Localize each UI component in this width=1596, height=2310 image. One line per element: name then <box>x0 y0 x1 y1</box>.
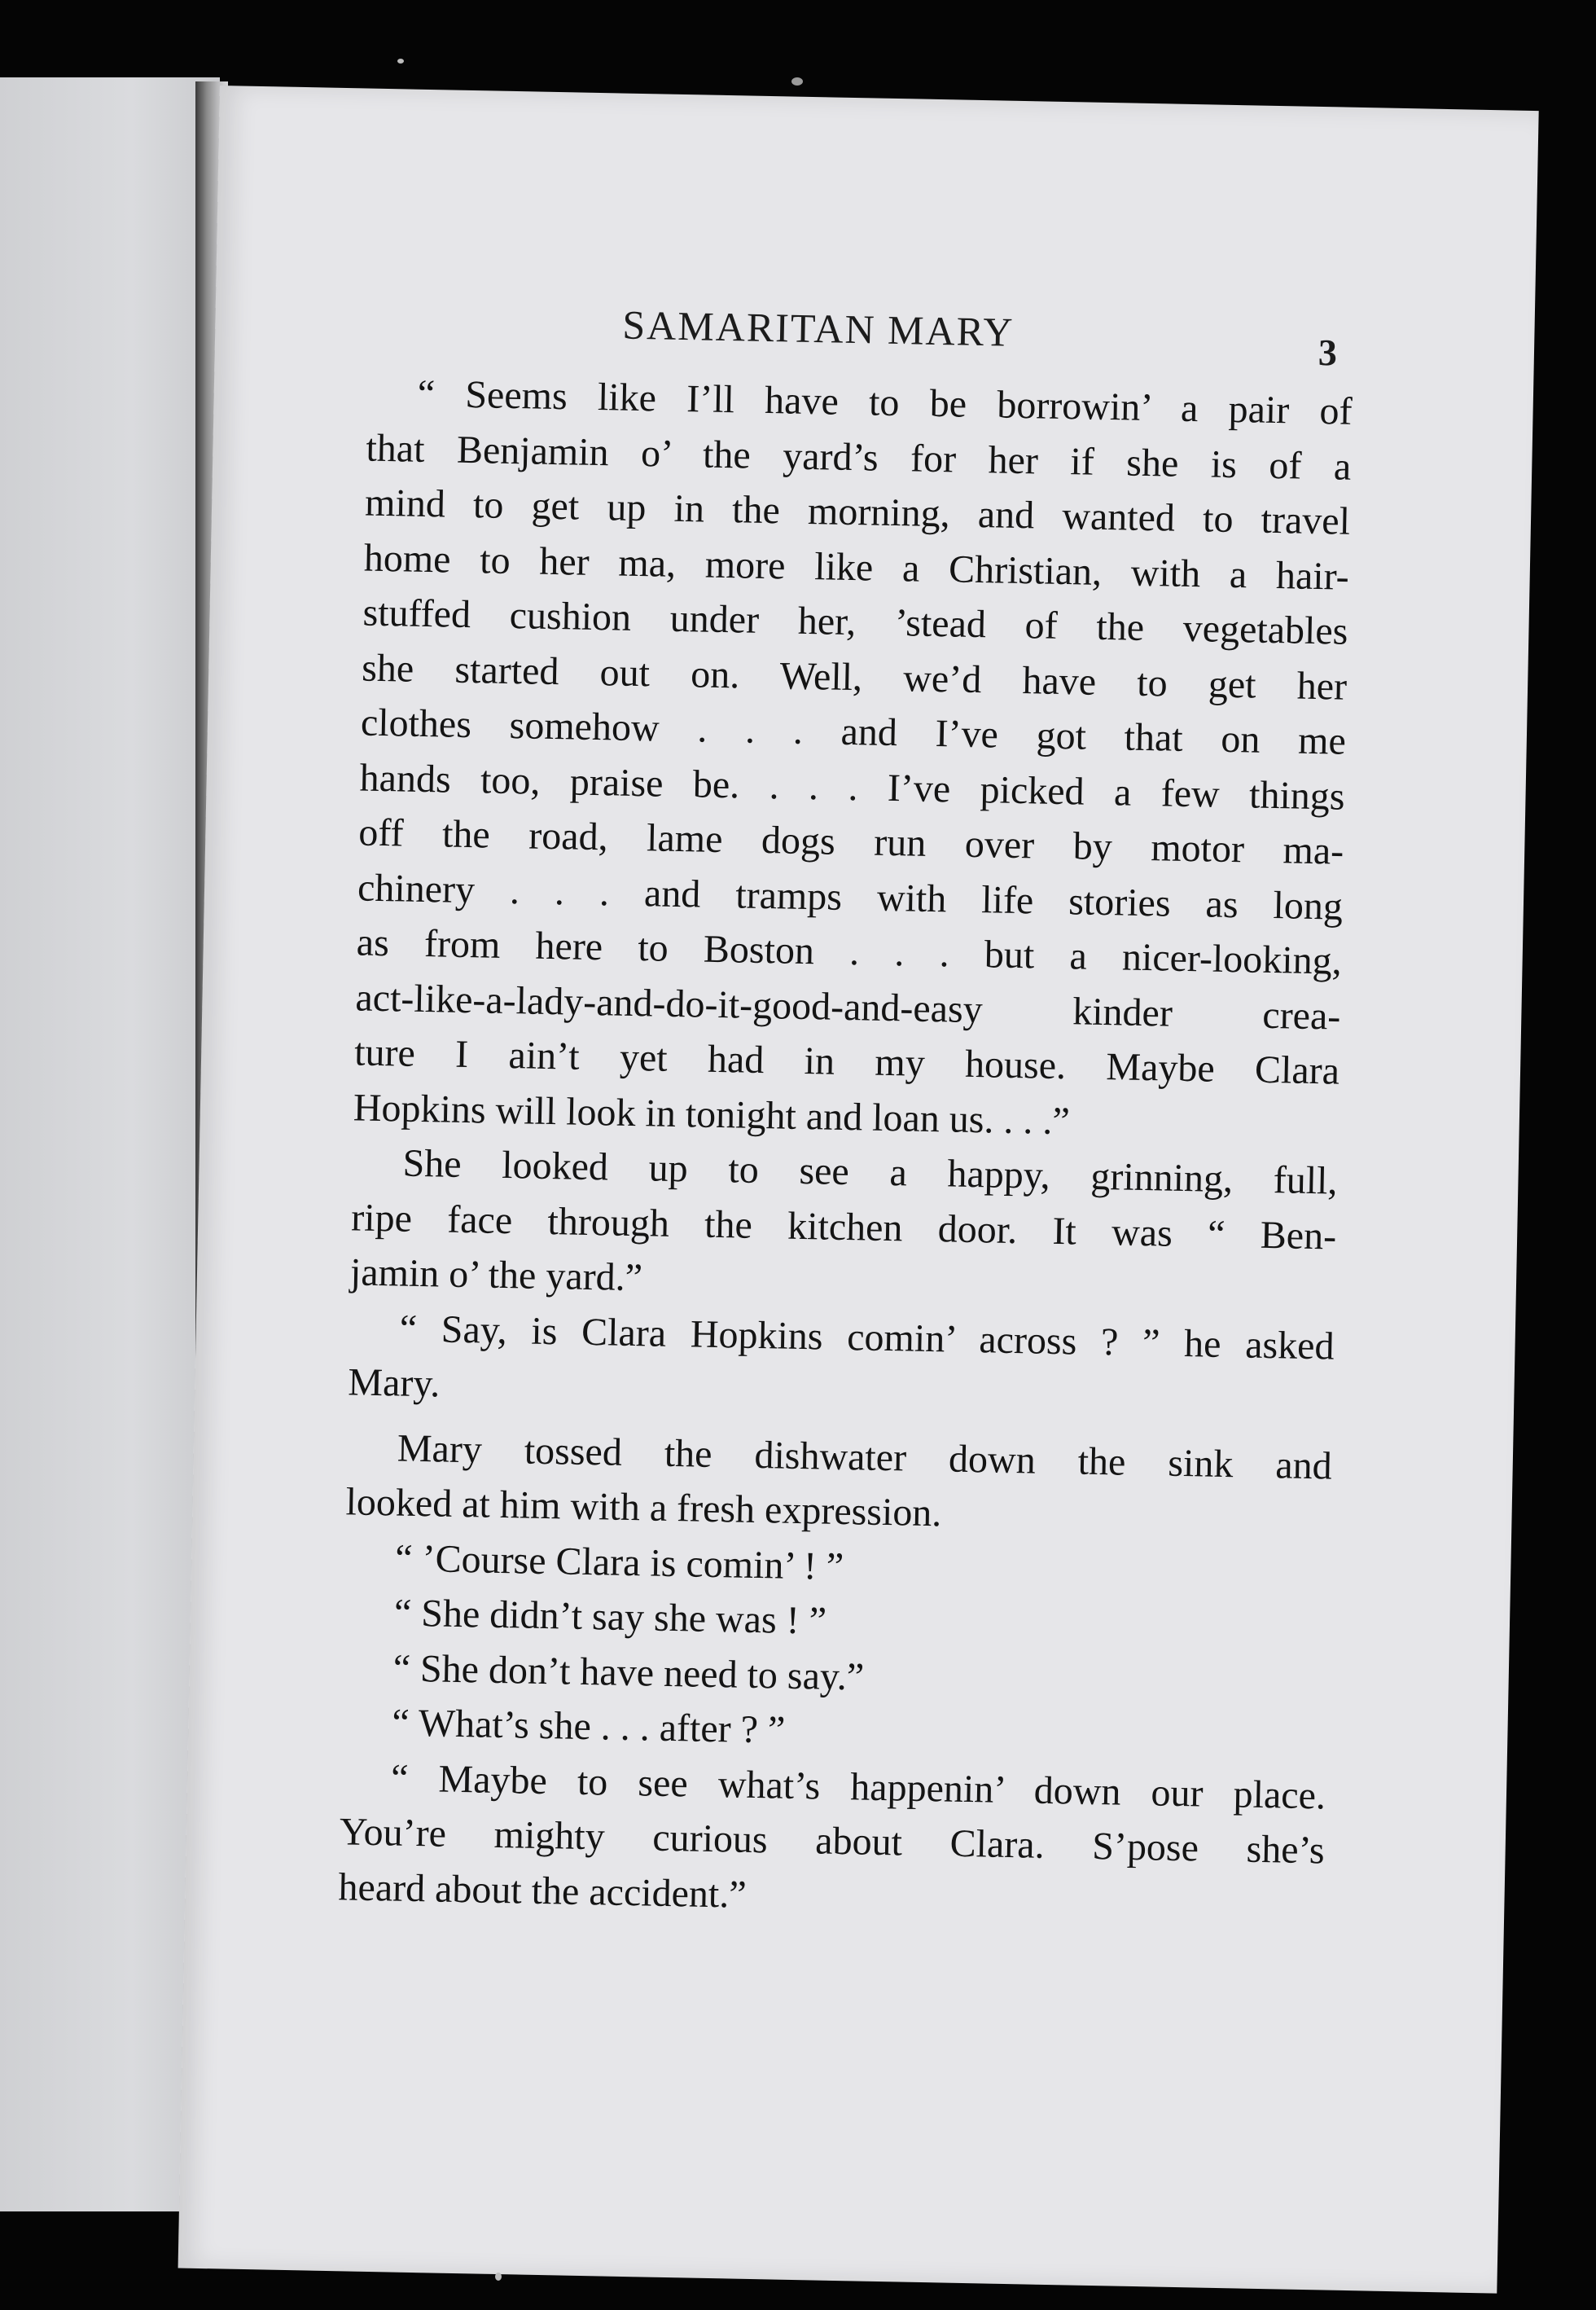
text-line: jamin o’ the yard.” <box>349 1250 643 1300</box>
text-line: hands too, praise be. . . . I’ve picked a few things <box>359 755 1346 819</box>
text-line: mind to get up in the morning, and wanted to travel <box>364 481 1351 543</box>
text-line: You’re mighty curious about Clara. S’pose she’s <box>339 1810 1326 1873</box>
text-line: Mary. <box>347 1360 441 1406</box>
text-line: ripe face through the kitchen door. It was “ Ben- <box>350 1195 1337 1258</box>
text-line: ture I ain’t yet had in my house. Maybe Clara <box>353 1030 1340 1093</box>
paragraph <box>349 1135 1338 1319</box>
text-line: Mary tossed the dishwater down the sink and <box>397 1425 1333 1488</box>
text-line: “ What’s she . . . after ? ” <box>391 1701 786 1752</box>
paragraph <box>353 366 1353 1154</box>
text-line: that Benjamin o’ the yard’s for her if she is of a <box>365 426 1352 489</box>
text-line: clothes somehow . . . and I’ve got that on me <box>360 700 1347 763</box>
text-line: She looked up to see a happy, grinning, full, <box>402 1141 1338 1203</box>
text-line: “ Maybe to see what’s happenin’ down our place. <box>390 1755 1326 1817</box>
text-line: “ She don’t have need to say.” <box>392 1645 865 1699</box>
text-line: off the road, lame dogs run over by motor ma- <box>357 810 1344 873</box>
text-line: home to her ma, more like a Christian, with a hair- <box>363 536 1350 599</box>
running-title: SAMARITAN MARY <box>621 301 1015 355</box>
dust-speck <box>791 77 803 86</box>
book-page <box>178 86 1539 2294</box>
text-line: “ Say, is Clara Hopkins comin’ across ? ” he asked <box>399 1307 1335 1368</box>
text-line: Hopkins will look in tonight and loan us. . . .” <box>353 1085 1071 1143</box>
text-line: stuffed cushion under her, ’stead of the vegetables <box>362 591 1348 653</box>
text-line: chinery . . . and tramps with life stories as long <box>357 865 1344 929</box>
text-line: looked at him with a fresh expression. <box>345 1480 942 1535</box>
paragraph <box>348 1300 1335 1429</box>
paragraph <box>345 1420 1332 1548</box>
dust-speck <box>397 59 404 64</box>
text-line: “ ’Course Clara is comin’ ! ” <box>394 1535 844 1588</box>
text-line: act-like-a-lady-and-do-it-good-and-easy kinder crea- <box>355 975 1341 1039</box>
text-line: heard about the accident.” <box>338 1864 748 1917</box>
page-body-text <box>338 366 1353 1934</box>
text-line: as from here to Boston . . . but a nicer-looking, <box>356 920 1343 983</box>
text-line: she started out on. Well, we’d have to get her <box>361 645 1348 709</box>
text-line: “ She didn’t say she was ! ” <box>393 1591 827 1643</box>
page-number: 3 <box>1318 331 1338 374</box>
paragraph <box>338 1750 1326 1934</box>
dust-speck <box>495 2273 502 2281</box>
text-line: “ Seems like I’ll have to be borrowin’ a pair of <box>417 371 1353 433</box>
